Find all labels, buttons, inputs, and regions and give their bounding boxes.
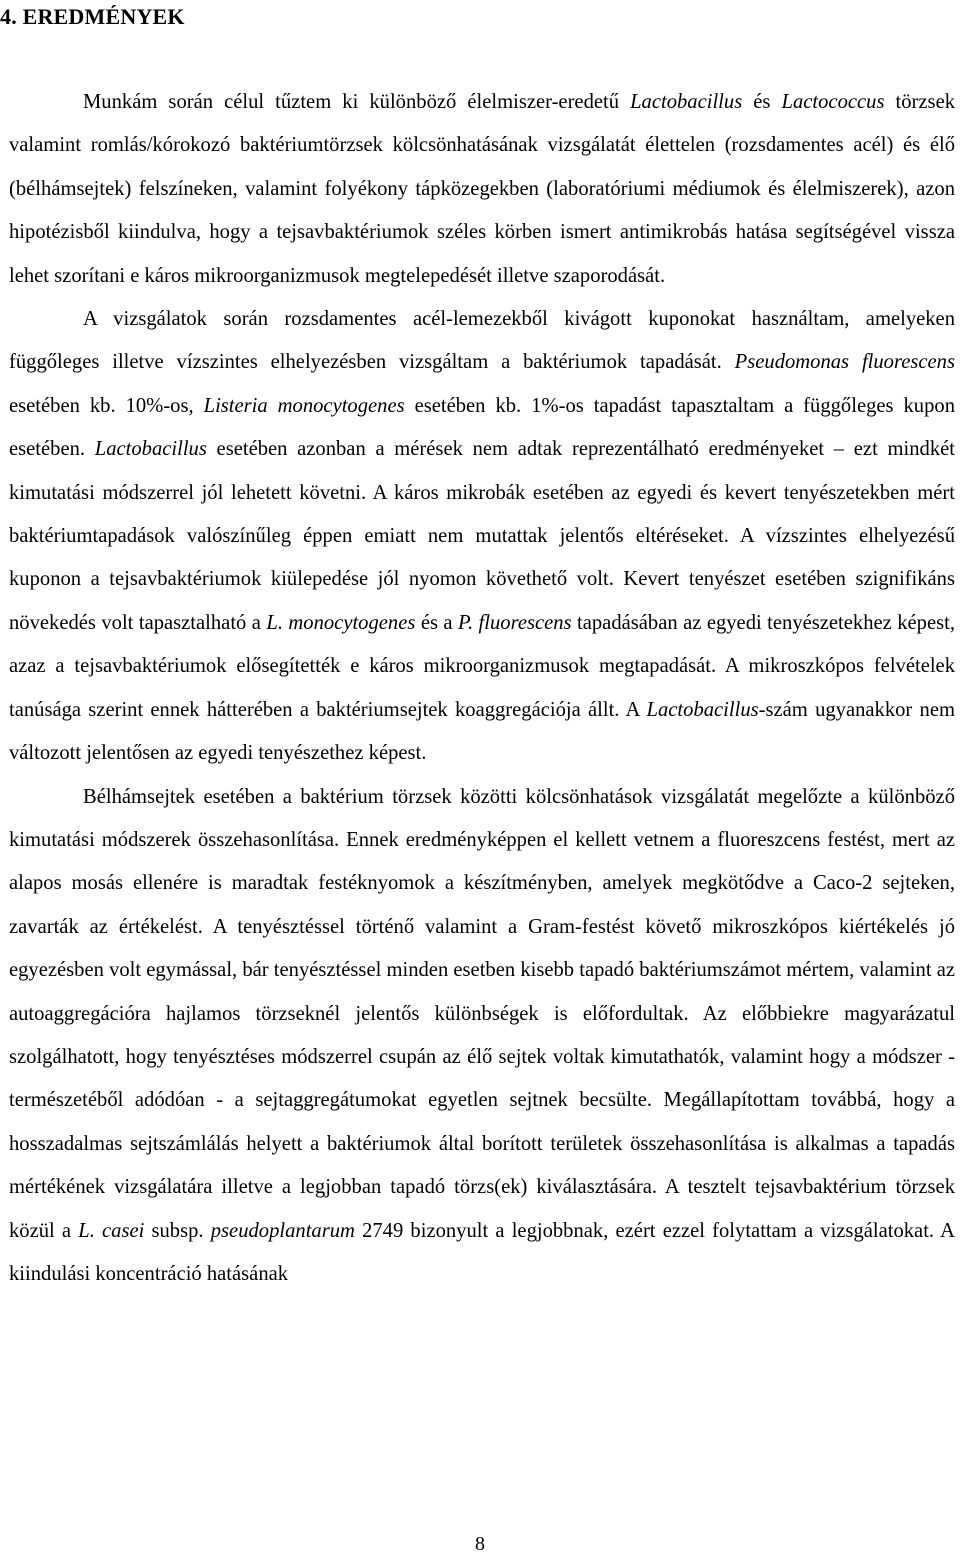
italic-term: Pseudomonas fluorescens: [734, 351, 955, 374]
italic-term: Lactobacillus: [94, 438, 207, 461]
text-run: 2749 bizonyult a legjobbnak, ezért ezzel folytattam a vizsgálatokat. A kiindulási koncentráció hatásának: [9, 1219, 955, 1285]
italic-term: Lactobacillus: [646, 698, 759, 721]
italic-term: L. casei: [78, 1219, 145, 1242]
section-heading: 4. EREDMÉNYEK: [0, 4, 185, 29]
text-run: subsp.: [144, 1219, 211, 1242]
paragraph-steel-coupons: [9, 298, 955, 775]
italic-term: Listeria monocytogenes: [203, 394, 405, 417]
text-run: esetében azonban a mérések nem adtak reprezentálható eredményeket – ezt mindkét kimutatási módszerrel jól lehetett követni. A káros mikrobák esetében az egyedi és kevert tenyészetekben mért baktériumtapadások valószínűleg éppen emiatt nem mutattak jelentős eltéréseket. A vízszintes elhelyezésű kuponon a tejsavbaktériumok kiülepedése jól nyomon követhető volt. Kevert tenyészet esetében szignifikáns növekedés volt tapasztalható a: [9, 438, 955, 634]
text-run: tapadásában az egyedi tenyészetekhez képest, azaz a tejsavbaktériumok elősegítették e káros mikroorganizmusok megtapadását. A mikroszkópos felvételek tanúsága szerint ennek hátterében a baktériumsejtek koaggregációja állt. A: [9, 611, 955, 721]
paragraph-intro: [9, 81, 955, 298]
text-run: -szám ugyanakkor nem változott jelentősen az egyedi tenyészethez képest.: [9, 698, 955, 765]
italic-term: L. monocytogenes: [266, 611, 416, 634]
italic-term: Lactococcus: [781, 91, 885, 113]
text-run: és: [742, 91, 782, 113]
text-run: esetében kb. 10%-os,: [9, 394, 204, 417]
text-run: A vizsgálatok során rozsdamentes acél-lemezekből kivágott kuponokat használtam, amelyeken függőleges illetve vízszintes elhelyezésben vizsgáltam a baktériumok tapadását.: [9, 308, 955, 374]
italic-term: Lactobacillus: [630, 91, 743, 113]
text-run: Munkám során célul tűztem ki különböző élelmiszer-eredetű: [83, 91, 631, 113]
page-number: 8: [475, 1533, 485, 1555]
body-text: [9, 81, 955, 1296]
text-run: Bélhámsejtek esetében a baktérium törzsek közötti kölcsönhatások vizsgálatát megelőzte a különböző kimutatási módszerek összehasonlítása. Ennek eredményképpen el kellett vetnem a fluoreszcens festést, mert az alapos mosás ellenére is maradtak festéknyomok a készítményben, amelyek megkötődve a Caco-2 sejteken, zavarták az értékelést. A tenyésztéssel történő valamint a Gram-festést követő mikroszkópos kiértékelés jó egyezésben volt egymással, bár tenyésztéssel minden esetben kisebb tapadó baktériumszámot mértem, valamint az autoaggregációra hajlamos törzseknél jelentős különbségek is előfordultak. Az előbbiekre magyarázatul szolgálhatott, hogy tenyésztéses módszerrel csupán az élő sejtek voltak kimutathatók, valamint hogy a módszer - természetéből adódóan - a sejtaggregátumokat egyetlen sejtnek becsülte. Megállapítottam továbbá, hogy a hosszadalmas sejtszámlálás helyett a baktériumok által borított területek összehasonlítása is alkalmas a tapadás mértékének vizsgálatára illetve a legjobban tapadó törzs(ek) kiválasztására. A tesztelt tejsavbaktérium törzsek közül a: [9, 785, 955, 1242]
text-run: és a: [415, 611, 459, 634]
paragraph-epithelial-cells: [9, 776, 955, 1297]
text-run: törzsek valamint romlás/kórokozó baktériumtörzsek kölcsönhatásának vizsgálatát élettelen (rozsdamentes acél) és élő (bélhámsejtek) felszíneken, valamint folyékony tápközegekben (laboratóriumi médiumok és élelmiszerek), azon hipotézisből kiindulva, hogy a tejsavbaktériumok széles körben ismert antimikrobás hatása segítségével vissza lehet szorítani e káros mikroorganizmusok megtelepedését illetve szaporodását.: [9, 91, 956, 287]
text-run: esetében kb. 1%-os tapadást tapasztaltam a függőleges kupon esetében.: [9, 394, 955, 461]
italic-term: P. fluorescens: [458, 611, 572, 634]
italic-term: pseudoplantarum: [210, 1219, 355, 1242]
